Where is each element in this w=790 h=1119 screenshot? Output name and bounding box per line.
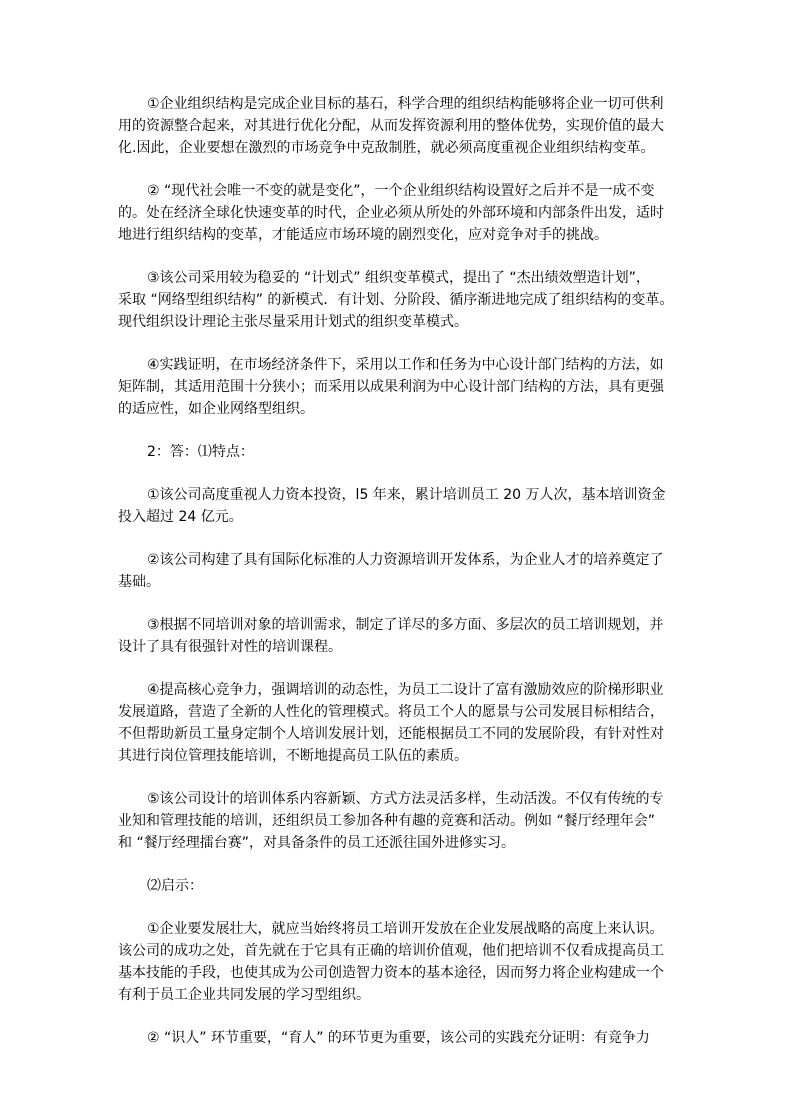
paragraph — [118, 354, 678, 420]
paragraph — [118, 484, 678, 528]
text-line: 矩阵制，其适用范围十分狭小；而采用以成果利润为中心设计部门结构的方法，具有更强 — [118, 379, 664, 395]
text-line: 发展道路，营造了全新的人性化的管理模式。将员工个人的愿景与公司发展目标相结合， — [118, 704, 664, 720]
document-page — [118, 93, 678, 1070]
text-line: 的适应性，如企业网络型组织。 — [118, 401, 314, 417]
text-line: 投入超过 24 亿元。 — [118, 509, 243, 525]
text-line: ④提高核心竞争力，强调培训的动态性，为员工二设计了富有激励效应的阶梯形职业 — [147, 682, 664, 698]
paragraph — [118, 267, 678, 333]
paragraph — [118, 614, 678, 658]
paragraph — [118, 875, 678, 897]
text-line: 有利于员工企业共同发展的学习型组织。 — [118, 987, 370, 1003]
text-line: 化.因此，企业要想在激烈的市场竞争中克敌制胜，就必须高度重视企业组织结构变革。 — [118, 140, 655, 156]
text-line: 该公司的成功之处，首先就在于它具有正确的培训价值观，他们把培训不仅看成提高员工 — [118, 943, 664, 959]
text-line: ⑤该公司设计的培训体系内容新颖、方式方法灵活多样，生动活泼。不仅有传统的专 — [147, 791, 664, 807]
paragraph — [118, 93, 678, 159]
text-line: 2：答：⑴特点： — [147, 444, 254, 460]
text-line: ② “识人” 环节重要，“育人” 的环节更为重要，该公司的实践充分证明：有竞争力 — [147, 1030, 650, 1046]
text-line: ②该公司构建了具有国际化标准的人力资源培训开发体系，为企业人才的培养奠定了 — [147, 552, 664, 568]
text-line: 不但帮助新员工量身定制个人培训发展计划，还能根据员工不同的发展阶段，有针对性对 — [118, 726, 664, 742]
text-line: ② “现代社会唯一不变的就是变化”，一个企业组织结构设置好之后并不是一成不变 — [147, 183, 655, 199]
text-line: 采取 “网络型组织结构” 的新模式．有计划、分阶段、循序渐进地完成了组织结构的变革。 — [118, 292, 674, 308]
text-line: ①该公司高度重视人力资本投资，l5 年来，累计培训员工 20 万人次，基本培训资金 — [147, 487, 666, 503]
paragraph — [118, 549, 678, 593]
text-line: ①企业组织结构是完成企业目标的基石，科学合理的组织结构能够将企业一切可供利 — [147, 96, 664, 112]
text-line: 地进行组织结构的变革，才能适应市场环境的剧烈变化，应对竞争对手的挑战。 — [118, 227, 608, 243]
text-line: 设计了具有很强针对性的培训课程。 — [118, 639, 342, 655]
paragraph — [118, 679, 678, 767]
paragraph — [118, 918, 678, 1006]
text-line: 现代组织设计理论主张尽量采用计划式的组织变革模式。 — [118, 314, 468, 330]
text-line: 和 “餐厅经理擂台赛”，对具备条件的员工还派往国外进修实习。 — [118, 835, 515, 851]
text-line: 基础。 — [118, 574, 160, 590]
text-line: ③根据不同培训对象的培训需求，制定了详尽的多方面、多层次的员工培训规划，并 — [147, 617, 664, 633]
text-line: 基本技能的手段，也使其成为公司创造智力资本的基本途径，因而努力将企业构建成一个 — [118, 965, 664, 981]
text-line: 的。处在经济全球化快速变革的时代，企业必须从所处的外部环境和内部条件出发，适时 — [118, 205, 664, 221]
text-line: ①企业要发展壮大，就应当始终将员工培训开发放在企业发展战略的高度上来认识。 — [147, 921, 664, 937]
text-line: 其进行岗位管理技能培训，不断地提高员工队伍的素质。 — [118, 748, 468, 764]
paragraph — [118, 180, 678, 246]
paragraph — [118, 788, 678, 854]
paragraph — [118, 441, 678, 463]
text-line: 业知和管理技能的培训，还组织员工参加各种有趣的竞赛和活动。例如 “餐厅经理年会” — [118, 813, 655, 829]
paragraph — [118, 1027, 678, 1049]
text-line: ③该公司采用较为稳妥的 “计划式” 组织变革模式，提出了 “杰出绩效塑造计划”， — [147, 270, 650, 286]
text-line: ④实践证明，在市场经济条件下，采用以工作和任务为中心设计部门结构的方法，如 — [147, 357, 664, 373]
text-line: ⑵启示： — [147, 878, 203, 894]
text-line: 用的资源整合起来，对其进行优化分配，从而发挥资源利用的整体优势，实现价值的最大 — [118, 118, 664, 134]
